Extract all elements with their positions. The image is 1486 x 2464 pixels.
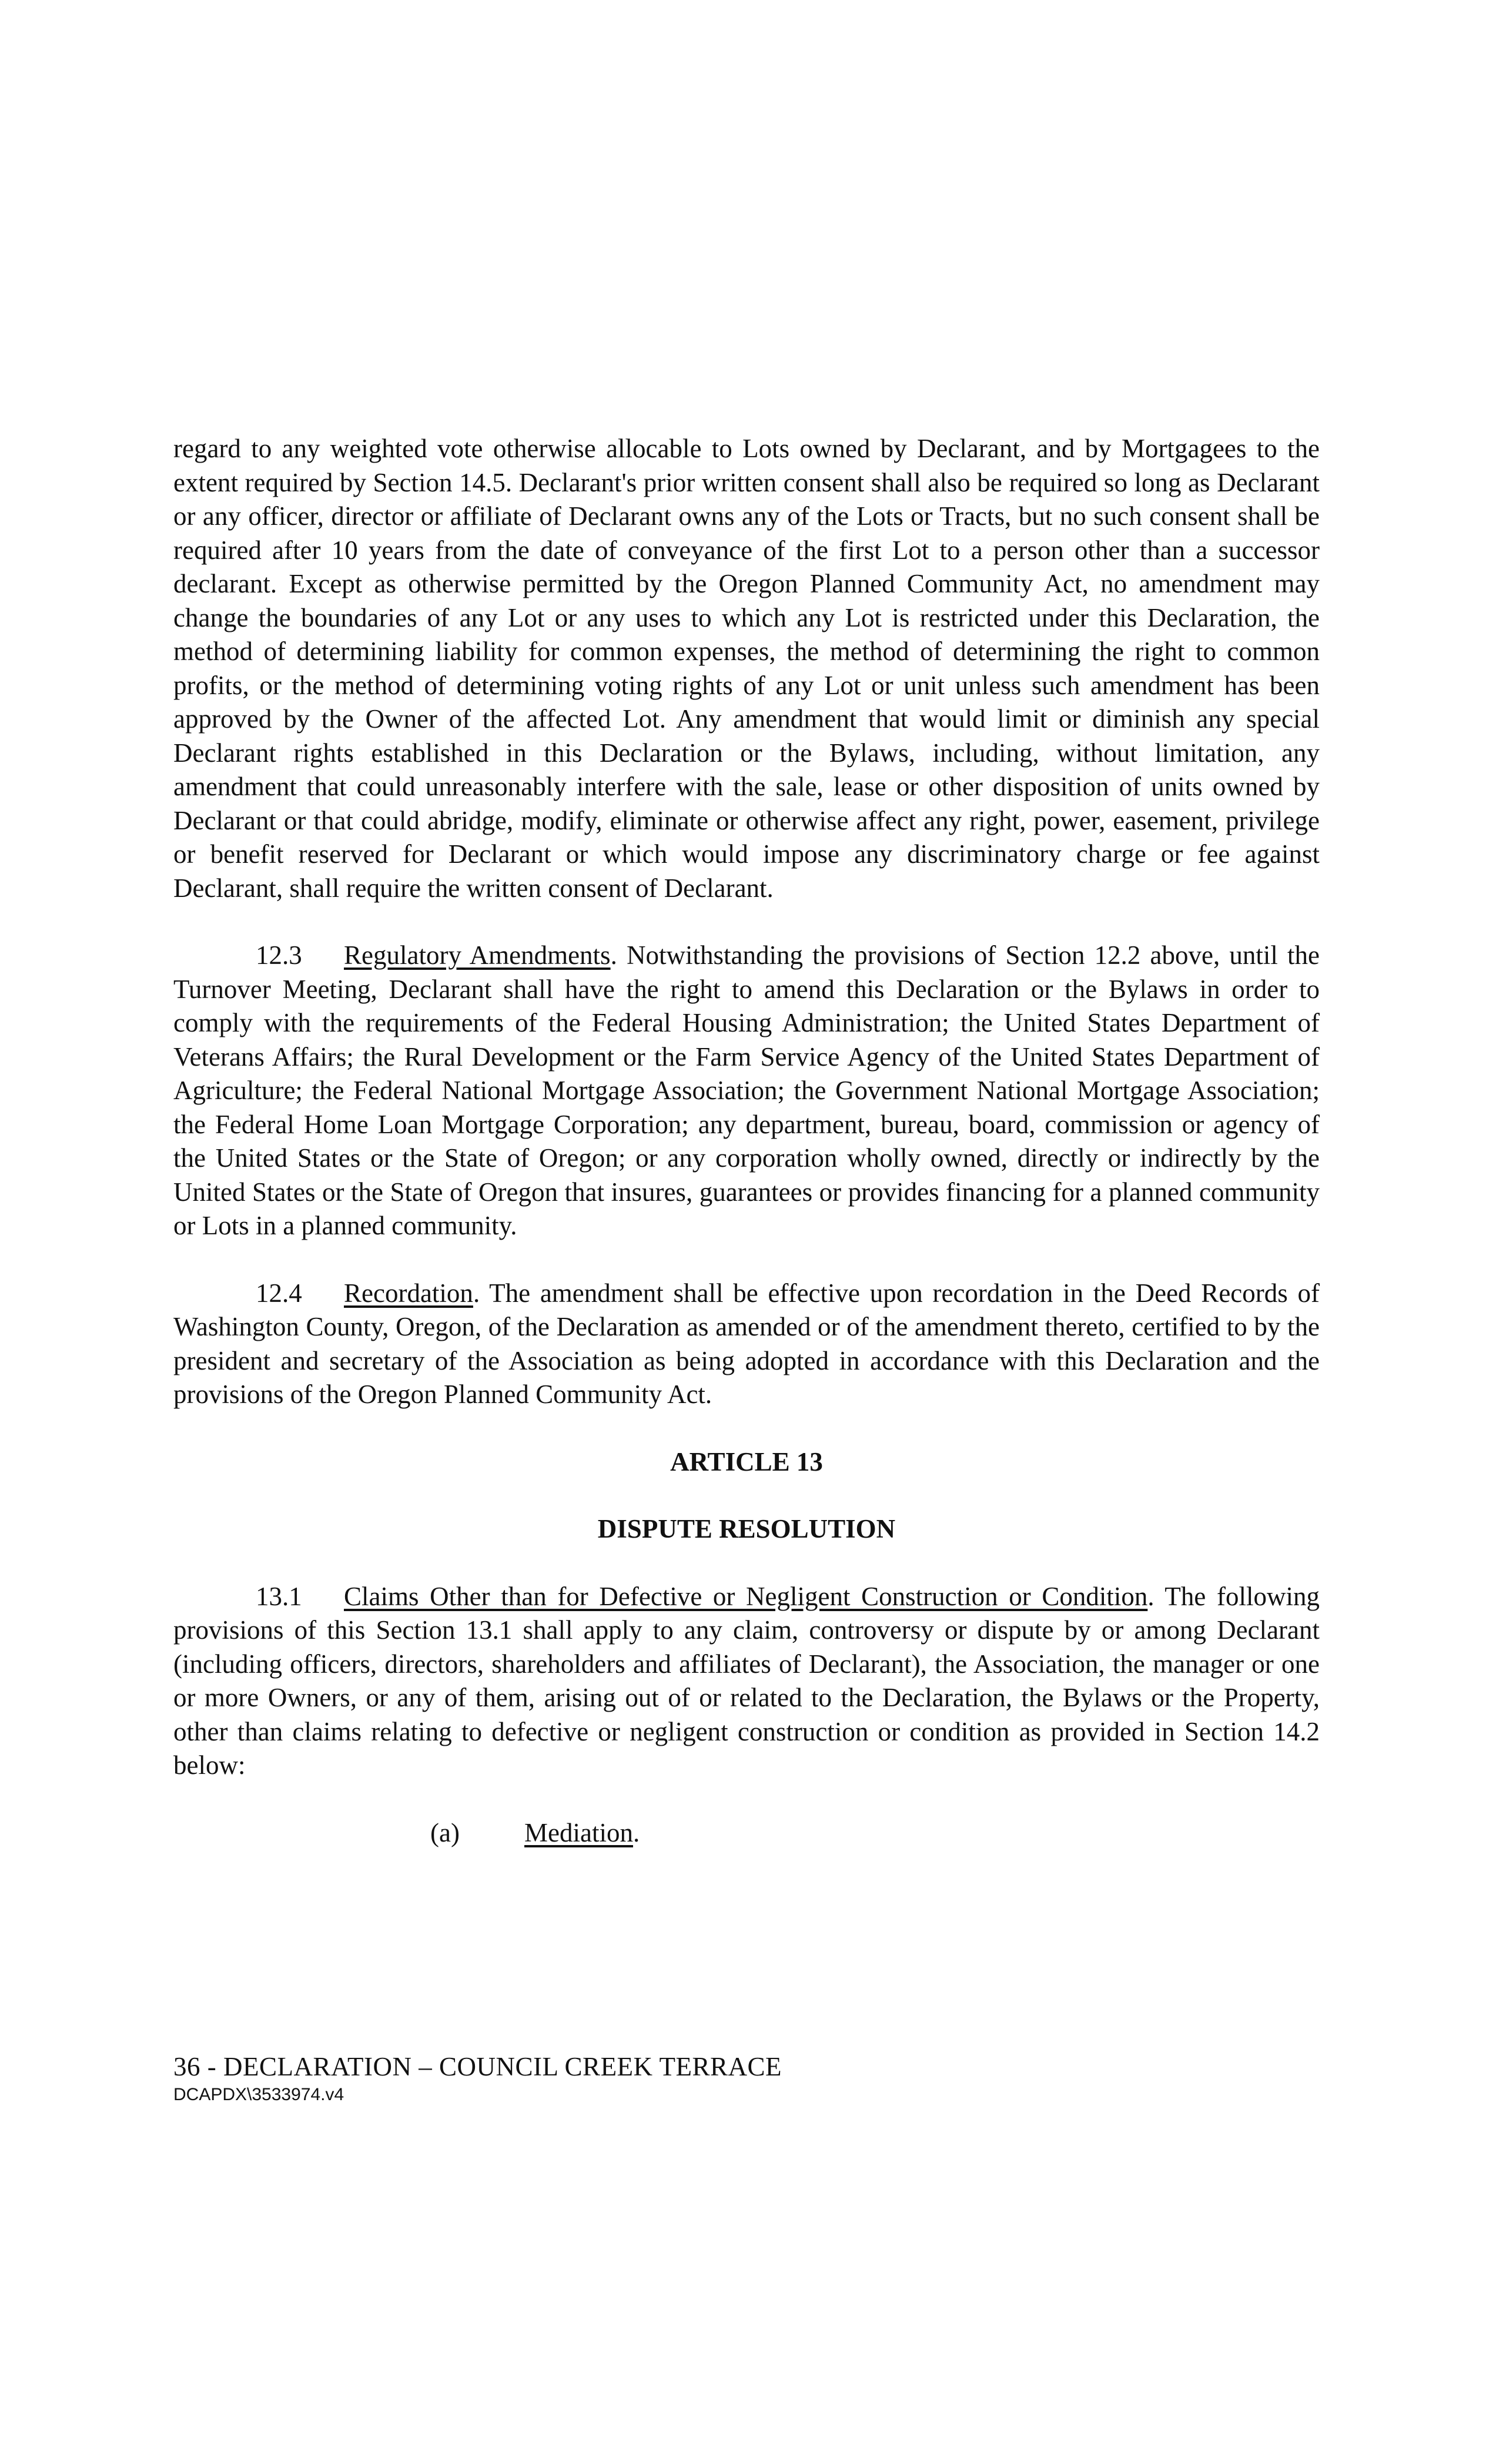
subsection-a <box>173 1816 1320 1850</box>
footer-title: 36 - DECLARATION – COUNCIL CREEK TERRACE <box>173 2052 782 2081</box>
section-text: . The amendment shall be effective upon recordation in the Deed Records of Washington County, Oregon, of the Declaration as amended or of the amendment thereto, certified to by the president and secretary of the Association as being adopted in accordance with this Declaration and the provisions of the Oregon Planned Community Act. <box>173 1278 1320 1409</box>
page-body <box>173 432 1320 1850</box>
paragraph-spacer <box>173 1783 1320 1816</box>
section-text: . The following provisions of this Section 13.1 shall apply to any claim, controversy or dispute by or among Declarant (including officers, directors, shareholders and affiliates of Declarant), the Association, the manager or one or more Owners, or any of them, arising out of or related to the Declaration, the Bylaws or the Property, other than claims relating to defective or negligent construction or condition as provided in Section 14.2 below: <box>173 1581 1320 1780</box>
article-heading: ARTICLE 13 <box>670 1447 823 1477</box>
continuation-paragraph: regard to any weighted vote otherwise allocable to Lots owned by Declarant, and by Mortgagees to the extent required by Section 14.5. Declarant's prior written consent shall also be required so long as Declarant or any officer, director or affiliate of Declarant owns any of the Lots or Tracts, but no such consent shall be required after 10 years from the date of conveyance of the first Lot to a person other than a successor declarant. Except as otherwise permitted by the Oregon Planned Community Act, no amendment may change the boundaries of any Lot or any uses to which any Lot is restricted under this Declaration, the method of determining liability for common expenses, the method of determining the right to common profits, or the method of determining voting rights of any Lot or unit unless such amendment has been approved by the Owner of the affected Lot. Any amendment that would limit or diminish any special Declarant rights established in this Declaration or the Bylaws, including, without limitation, any amendment that could unreasonably interfere with the sale, lease or other disposition of units owned by Declarant or that could abridge, modify, eliminate or otherwise affect any right, power, easement, privilege or benefit reserved for Declarant or which would impose any discriminatory charge or fee against Declarant, shall require the written consent of Declarant. <box>173 434 1320 903</box>
subsection-title: Mediation <box>524 1817 633 1847</box>
paragraph-spacer <box>173 1546 1320 1580</box>
section-title: Regulatory Amendments <box>344 940 611 970</box>
section-text: . Notwithstanding the provisions of Section 12.2 above, until the Turnover Meeting, Declarant shall have the right to amend this Declaration or the Bylaws in order to comply with the requirements of the Federal Housing Administration; the United States Department of Veterans Affairs; the Rural Development or the Farm Service Agency of the United States Department of Agriculture; the Federal National Mortgage Association; the Government National Mortgage Association; the Federal Home Loan Mortgage Corporation; any department, bureau, board, commission or agency of the United States or the State of Oregon; or any corporation wholly owned, directly or indirectly by the United States or the State of Oregon that insures, guarantees or provides financing for a planned community or Lots in a planned community. <box>173 940 1320 1240</box>
section-number: 13.1 <box>256 1581 302 1611</box>
section-title: Recordation <box>344 1278 473 1308</box>
section-number: 12.3 <box>256 940 302 970</box>
subsection-label: (a) <box>430 1817 460 1847</box>
subsection-suffix: . <box>632 1817 640 1847</box>
footer-document-id: DCAPDX\3533974.v4 <box>173 2085 344 2104</box>
paragraph-spacer <box>173 1479 1320 1512</box>
section-title: Claims Other than for Defective or Negligent Construction or Condition <box>344 1581 1148 1611</box>
article-title: DISPUTE RESOLUTION <box>597 1514 896 1544</box>
section-12-4 <box>173 1277 1320 1412</box>
paragraph-spacer <box>173 1243 1320 1277</box>
section-number: 12.4 <box>256 1278 302 1308</box>
page-footer <box>173 2050 1290 2107</box>
section-12-3 <box>173 939 1320 1243</box>
section-13-1 <box>173 1580 1320 1783</box>
paragraph-spacer <box>173 905 1320 939</box>
paragraph-spacer <box>173 1412 1320 1445</box>
